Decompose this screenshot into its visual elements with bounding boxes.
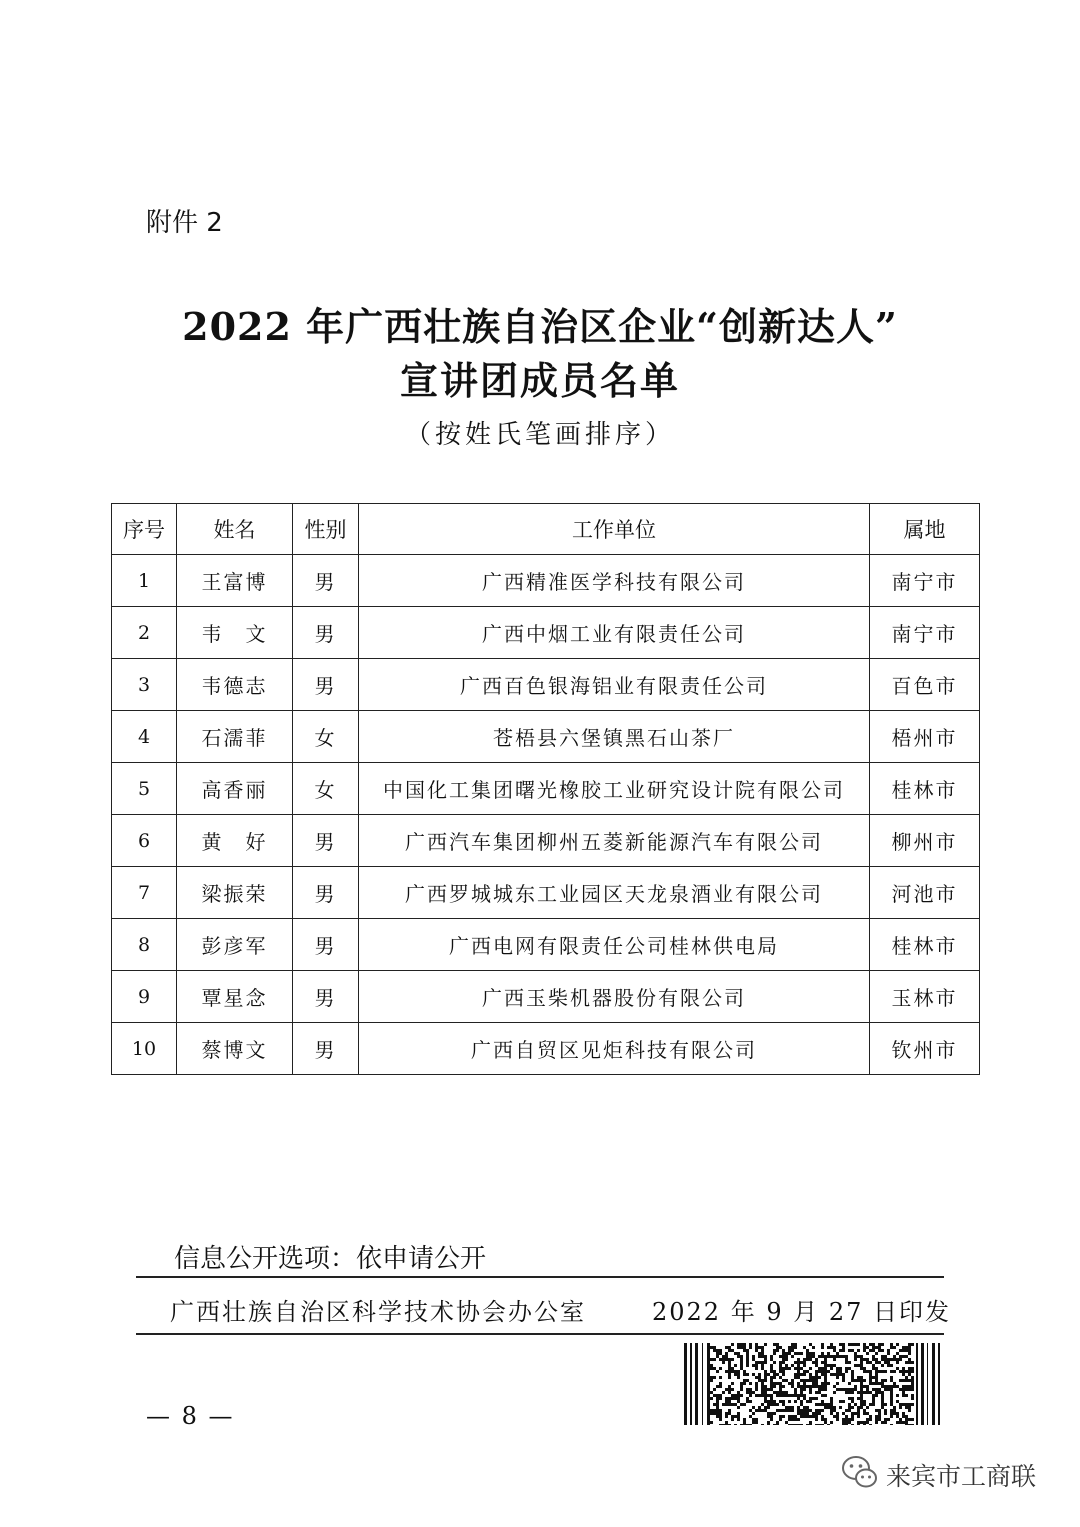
cell-no: 3: [112, 659, 177, 711]
cell-region: 梧州市: [870, 711, 980, 763]
cell-no: 7: [112, 867, 177, 919]
column-header-region: 属地: [870, 504, 980, 555]
divider: [136, 1333, 944, 1335]
watermark-text: 来宾市工商联: [886, 1462, 1037, 1491]
table-row: [112, 867, 980, 919]
cell-unit: 中国化工集团曙光橡胶工业研究设计院有限公司: [359, 763, 870, 815]
cell-gender: 女: [293, 711, 359, 763]
cell-no: 8: [112, 919, 177, 971]
cell-unit: 广西玉柴机器股份有限公司: [359, 971, 870, 1023]
cell-no: 2: [112, 607, 177, 659]
column-header-unit: 工作单位: [359, 504, 870, 555]
cell-gender: 男: [293, 555, 359, 607]
table-row: [112, 555, 980, 607]
table-row: [112, 815, 980, 867]
table-row: [112, 659, 980, 711]
table-row: [112, 971, 980, 1023]
barcode-image: [684, 1343, 940, 1425]
cell-unit: 广西自贸区见炬科技有限公司: [359, 1023, 870, 1075]
cell-region: 桂林市: [870, 919, 980, 971]
cell-name: 梁振荣: [177, 867, 293, 919]
cell-region: 桂林市: [870, 763, 980, 815]
cell-region: 钦州市: [870, 1023, 980, 1075]
cell-name: 高香丽: [177, 763, 293, 815]
cell-region: 南宁市: [870, 607, 980, 659]
disclosure-option: 信息公开选项：依申请公开: [174, 1244, 487, 1274]
table-row: [112, 607, 980, 659]
issue-date: 2022 年 9 月 27 日印发: [652, 1298, 952, 1326]
cell-no: 1: [112, 555, 177, 607]
cell-gender: 男: [293, 919, 359, 971]
issuer: 广西壮族自治区科学技术协会办公室: [170, 1298, 586, 1326]
cell-name: 彭彦军: [177, 919, 293, 971]
cell-gender: 男: [293, 971, 359, 1023]
cell-unit: 广西百色银海铝业有限责任公司: [359, 659, 870, 711]
column-header-name: 姓名: [177, 504, 293, 555]
cell-gender: 女: [293, 763, 359, 815]
cell-gender: 男: [293, 1023, 359, 1075]
cell-region: 百色市: [870, 659, 980, 711]
cell-gender: 男: [293, 815, 359, 867]
cell-no: 5: [112, 763, 177, 815]
cell-name: 韦 文: [177, 607, 293, 659]
cell-unit: 广西中烟工业有限责任公司: [359, 607, 870, 659]
member-table: [111, 503, 980, 1075]
divider: [136, 1276, 944, 1278]
cell-unit: 广西精准医学科技有限公司: [359, 555, 870, 607]
cell-unit: 广西罗城城东工业园区天龙泉酒业有限公司: [359, 867, 870, 919]
cell-gender: 男: [293, 867, 359, 919]
table-row: [112, 711, 980, 763]
page-number: — 8 —: [146, 1402, 235, 1430]
cell-unit: 苍梧县六堡镇黑石山茶厂: [359, 711, 870, 763]
cell-region: 玉林市: [870, 971, 980, 1023]
cell-region: 河池市: [870, 867, 980, 919]
cell-no: 9: [112, 971, 177, 1023]
cell-name: 韦德志: [177, 659, 293, 711]
cell-no: 4: [112, 711, 177, 763]
cell-unit: 广西汽车集团柳州五菱新能源汽车有限公司: [359, 815, 870, 867]
wechat-icon: [840, 1452, 880, 1492]
table-row: [112, 763, 980, 815]
cell-gender: 男: [293, 659, 359, 711]
table-row: [112, 1023, 980, 1075]
document-subtitle: （按姓氏笔画排序）: [404, 420, 675, 450]
cell-name: 王富博: [177, 555, 293, 607]
cell-no: 10: [112, 1023, 177, 1075]
table-header-row: [112, 504, 980, 555]
document-title-line2: 宣讲团成员名单: [399, 358, 680, 403]
document-title-line1: 2022 年广西壮族自治区企业“创新达人”: [182, 304, 898, 349]
column-header-no: 序号: [112, 504, 177, 555]
table-row: [112, 919, 980, 971]
cell-region: 南宁市: [870, 555, 980, 607]
cell-name: 石濡菲: [177, 711, 293, 763]
attachment-label: 附件 2: [146, 208, 223, 238]
cell-name: 黄 好: [177, 815, 293, 867]
cell-gender: 男: [293, 607, 359, 659]
column-header-gender: 性别: [293, 504, 359, 555]
cell-region: 柳州市: [870, 815, 980, 867]
cell-unit: 广西电网有限责任公司桂林供电局: [359, 919, 870, 971]
cell-name: 覃星念: [177, 971, 293, 1023]
cell-name: 蔡博文: [177, 1023, 293, 1075]
cell-no: 6: [112, 815, 177, 867]
